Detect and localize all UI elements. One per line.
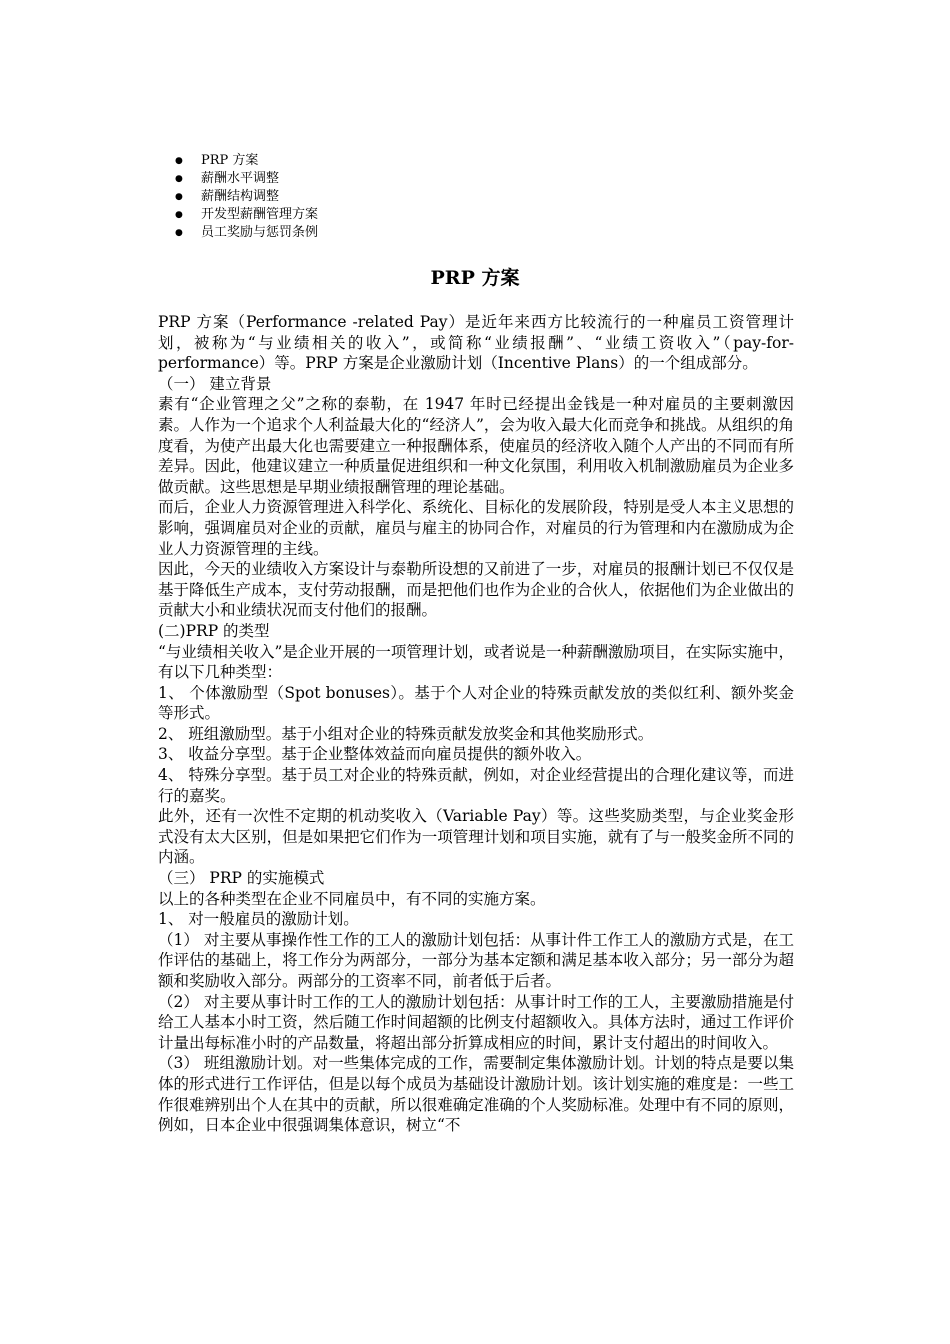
toc-list xyxy=(175,152,318,242)
list-item-team: （3） 班组激励计划。对一些集体完成的工作，需要制定集体激励计划。计划的特点是要以集体的形式进行工作评估，但是以每个成员为基础设计激励计划。该计划实施的难度是：一些工作很难辨别出个人在其中的贡献，所以很难确定准确的个人奖励标准。处理中有不同的原则，例如，日本企业中很强调集体意识，树立“不 xyxy=(158,1054,794,1135)
paragraph-implementation-intro: 以上的各种类型在企业不同雇员中，有不同的实施方案。 xyxy=(158,889,546,908)
paragraph-types-intro: “与业绩相关收入”是企业开展的一项管理计划，或者说是一种薪酬激励项目，在实际实施中，有以下几种类型： xyxy=(158,642,794,682)
list-item-general-employees: 1、 对一般雇员的激励计划。 xyxy=(158,910,359,929)
paragraph-variable-pay: 此外，还有一次性不定期的机动奖收入（Variable Pay）等。这些奖励类型，与企业奖金形式没有太大区别，但是如果把它们作为一项管理计划和项目实施，就有了与一般奖金所不同的内涵。 xyxy=(158,807,794,867)
section-heading-implementation: （三） PRP 的实施模式 xyxy=(158,869,325,888)
paragraph-taylor: 素有“企业管理之父”之称的泰勒，在 1947 年时已经提出金钱是一种对雇员的主要刺激因素。人作为一个追求个人利益最大化的“经济人”，会为收入最大化而竞争和挑战。从组织的角度看，为使产出最大化也需要建立一种报酬体系，使雇员的经济收入随个人产出的不同而有所差异。因此，他建议建立一种质量促进组织和一种文化氛围，利用收入机制激励雇员为企业多做贡献。这些思想是早期业绩报酬管理的理论基础。 xyxy=(158,395,794,496)
list-item-type-4: 4、 特殊分享型。基于员工对企业的特殊贡献，例如，对企业经营提出的合理化建议等，而进行的嘉奖。 xyxy=(158,766,794,805)
section-heading-background: （一） 建立背景 xyxy=(158,374,272,393)
list-item-type-2: 2、 班组激励型。基于小组对企业的特殊贡献发放奖金和其他奖励形式。 xyxy=(158,724,654,743)
list-item-piecework: （1） 对主要从事操作性工作的工人的激励计划包括：从事计件工作工人的激励方式是，在工作评估的基础上，将工作分为两部分，一部分为基本定额和满足基本收入部分；另一部分为超额和奖励收入部分。两部分的工资率不同，前者低于后者。 xyxy=(158,930,794,990)
document-title: PRP 方案 xyxy=(430,267,520,289)
document-body xyxy=(158,312,794,1136)
toc-item-salary-structure[interactable]: ● 薪酬结构调整 xyxy=(175,188,318,206)
section-heading-types: (二)PRP 的类型 xyxy=(158,621,270,640)
toc-item-developmental-plan[interactable]: ● 开发型薪酬管理方案 xyxy=(175,206,318,224)
toc-item-reward-penalty[interactable]: ● 员工奖励与惩罚条例 xyxy=(175,224,318,242)
paragraph-modern-design: 因此，今天的业绩收入方案设计与泰勒所设想的又前进了一步，对雇员的报酬计划已不仅仅是基于降低生产成本，支付劳动报酬，而是把他们也作为企业的合伙人，依据他们为企业做出的贡献大小和业绩状况而支付他们的报酬。 xyxy=(158,560,794,620)
list-item-type-3: 3、 收益分享型。基于企业整体效益而向雇员提供的额外收入。 xyxy=(158,745,592,764)
list-item-hourly: （2） 对主要从事计时工作的工人的激励计划包括：从事计时工作的工人，主要激励措施是付给工人基本小时工资，然后随工作时间超额的比例支付超额收入。具体方法时，通过工作评价计量出每标准小时的产品数量，将超出部分折算成相应的时间，累计支付超出的时间收入。 xyxy=(158,992,794,1052)
toc-item-salary-level[interactable]: ● 薪酬水平调整 xyxy=(175,170,318,188)
toc-item-prp[interactable]: ● PRP 方案 xyxy=(175,152,318,170)
paragraph-intro: PRP 方案（Performance -related Pay）是近年来西方比较流行的一种雇员工资管理计划，被称为“与业绩相关的收入”，或简称“业绩报酬”、“业绩工资收入”（pay-for-performance）等。PRP 方案是企业激励计划（Incentive Plans）的一个组成部分。 xyxy=(158,313,794,373)
list-item-type-1: 1、 个体激励型（Spot bonuses）。基于个人对企业的特殊贡献发放的类似红利、额外奖金等形式。 xyxy=(158,683,794,723)
paragraph-hr-development: 而后，企业人力资源管理进入科学化、系统化、目标化的发展阶段，特别是受人本主义思想的影响，强调雇员对企业的贡献，雇员与雇主的协同合作，对雇员的行为管理和内在激励成为企业人力资源管理的主线。 xyxy=(158,498,794,558)
